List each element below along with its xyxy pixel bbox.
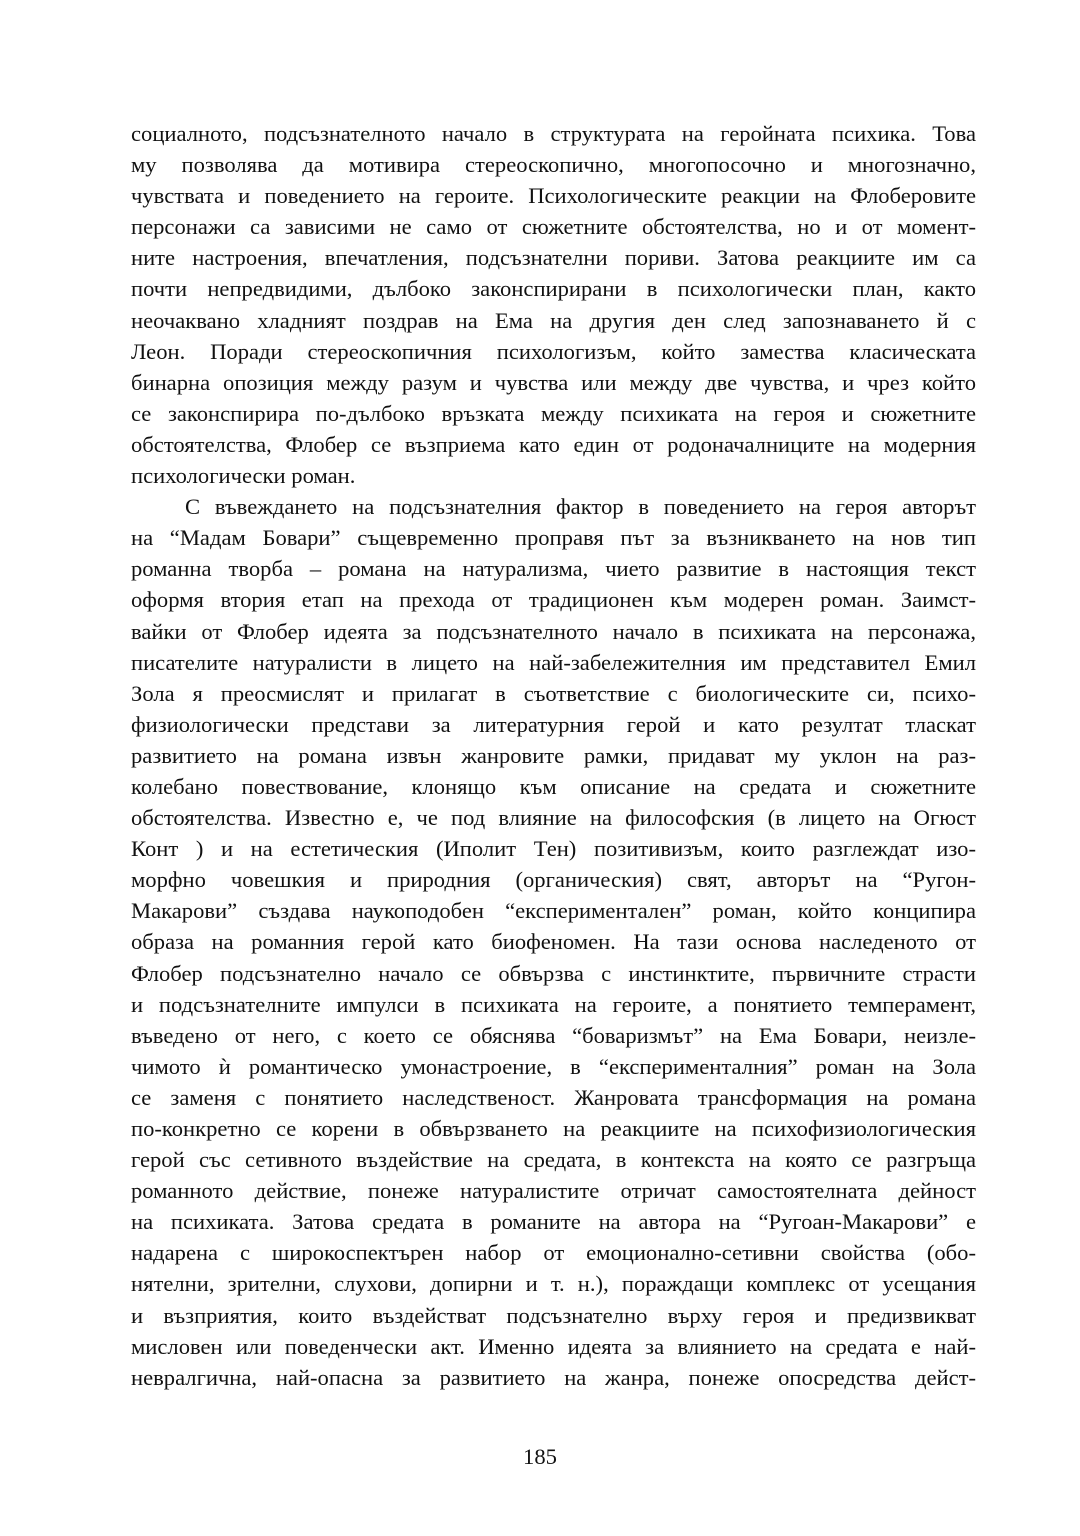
text-line: на психиката. Затова средата в романите на автора на “Ругоан-Макарови” е [131,1209,976,1235]
text-line: морфно човешкия и природния (органическия) свят, авторът на “Ругон- [131,867,976,893]
text-line: нятелни, зрителни, слухови, допирни и т. н.), пораждащи комплекс от усещания [131,1271,976,1297]
text-line: образа на романния герой като биофеномен. На тази основа наследеното от [131,929,976,955]
text-line: чувствата и поведението на героите. Психологическите реакции на Флоберовите [131,183,976,209]
text-line: психологически роман. [131,463,356,489]
page-number: 185 [523,1444,557,1469]
text-line: физиологически представи за литературния герой и като резултат тласкат [131,711,976,737]
text-line: С въвеждането на подсъзнателния фактор в поведението на героя авторът [185,494,976,520]
text-line: чимото ѝ романтическо умонастроение, в “експерименталния” роман на Зола [131,1053,976,1079]
text-line: въведено от него, с което се обяснява “боваризмът” на Ема Бовари, неизле- [131,1022,976,1048]
text-line: неочаквано хладният поздрав на Ема на другия ден след запознаването й с [131,307,976,333]
text-line: и подсъзнателните импулси в психиката на героите, а понятието темперамент, [131,991,976,1017]
text-line: романна творба – романа на натурализма, чието развитие в настоящия текст [131,556,976,582]
text-line: Флобер подсъзнателно начало се обвързва с инстинктите, първичните страсти [131,960,976,986]
text-line: развитието на романа извън жанровите рамки, придават му уклон на раз- [131,742,976,768]
text-line: Макарови” създава наукоподобен “експериментален” роман, който конципира [131,898,976,924]
text-line: обстоятелства, Флобер се възприема като един от родоначалниците на модерния [131,431,976,457]
text-line: Конт ) и на естетическия (Иполит Тен) позитивизъм, които разглеждат изо- [131,836,976,862]
text-line: персонажи са зависими не само от сюжетните обстоятелства, но и от момент- [131,214,976,240]
text-line: социалното, подсъзнателното начало в структурата на геройната психика. Това [131,121,976,146]
text-line: мисловен или поведенчески акт. Именно идеята за влиянието на средата е най- [131,1333,976,1359]
text-line: Зола я преосмислят и прилагат в съответствие с биологическите си, психо- [131,680,976,706]
text-line: се законспирира по-дълбоко връзката между психиката на героя и сюжетните [131,400,976,426]
text-line: вайки от Флобер идеята за подсъзнателното начало в психиката на персонажа, [131,618,976,644]
text-line: бинарна опозиция между разум и чувства или между две чувства, и чрез който [131,369,976,395]
text-line: оформя втория етап на прехода от традиционен към модерен роман. Заимст- [131,587,976,613]
text-line: почти непредвидими, дълбоко законспирирани в психологически план, както [131,276,976,302]
text-line: и възприятия, които въздействат подсъзнателно върху героя и предизвикват [131,1302,976,1328]
text-line: по-конкретно се корени в обвързването на реакциите на психофизиологическия [131,1116,976,1141]
text-line: обстоятелства. Известно е, че под влияние на философския (в лицето на Огюст [131,805,976,831]
text-line: му позволява да мотивира стереоскопично, многопосочно и многозначно, [131,152,976,178]
paragraph-2 [131,491,976,1393]
text-line: колебано повествование, клонящо към описание на средата и сюжетните [131,773,976,799]
text-line: се заменя с понятието наследственост. Жанровата трансформация на романа [131,1084,976,1110]
text-line: герой със сетивното въздействие на средата, в контекста на която се разгръща [131,1147,976,1173]
paragraph-1 [131,118,976,491]
text-line: невралгична, най-опасна за развитието на жанра, понеже опосредства дейст- [131,1364,976,1390]
text-line: на “Мадам Бовари” същевременно проправя път за възникването на нов тип [131,525,976,551]
body-text [131,118,976,1393]
text-line: надарена с широкоспектърен набор от емоционално-сетивни свойства (обо- [131,1240,976,1266]
text-line: ните настроения, впечатления, подсъзнателни пориви. Затова реакциите им са [131,245,976,271]
text-line: писателите натуралисти в лицето на най-забележителния им представител Емил [131,649,976,675]
text-line: романното действие, понеже натуралистите отричат самостоятелната дейност [131,1178,976,1204]
text-line: Леон. Поради стереоскопичния психологизъм, който замества класическата [131,338,976,364]
